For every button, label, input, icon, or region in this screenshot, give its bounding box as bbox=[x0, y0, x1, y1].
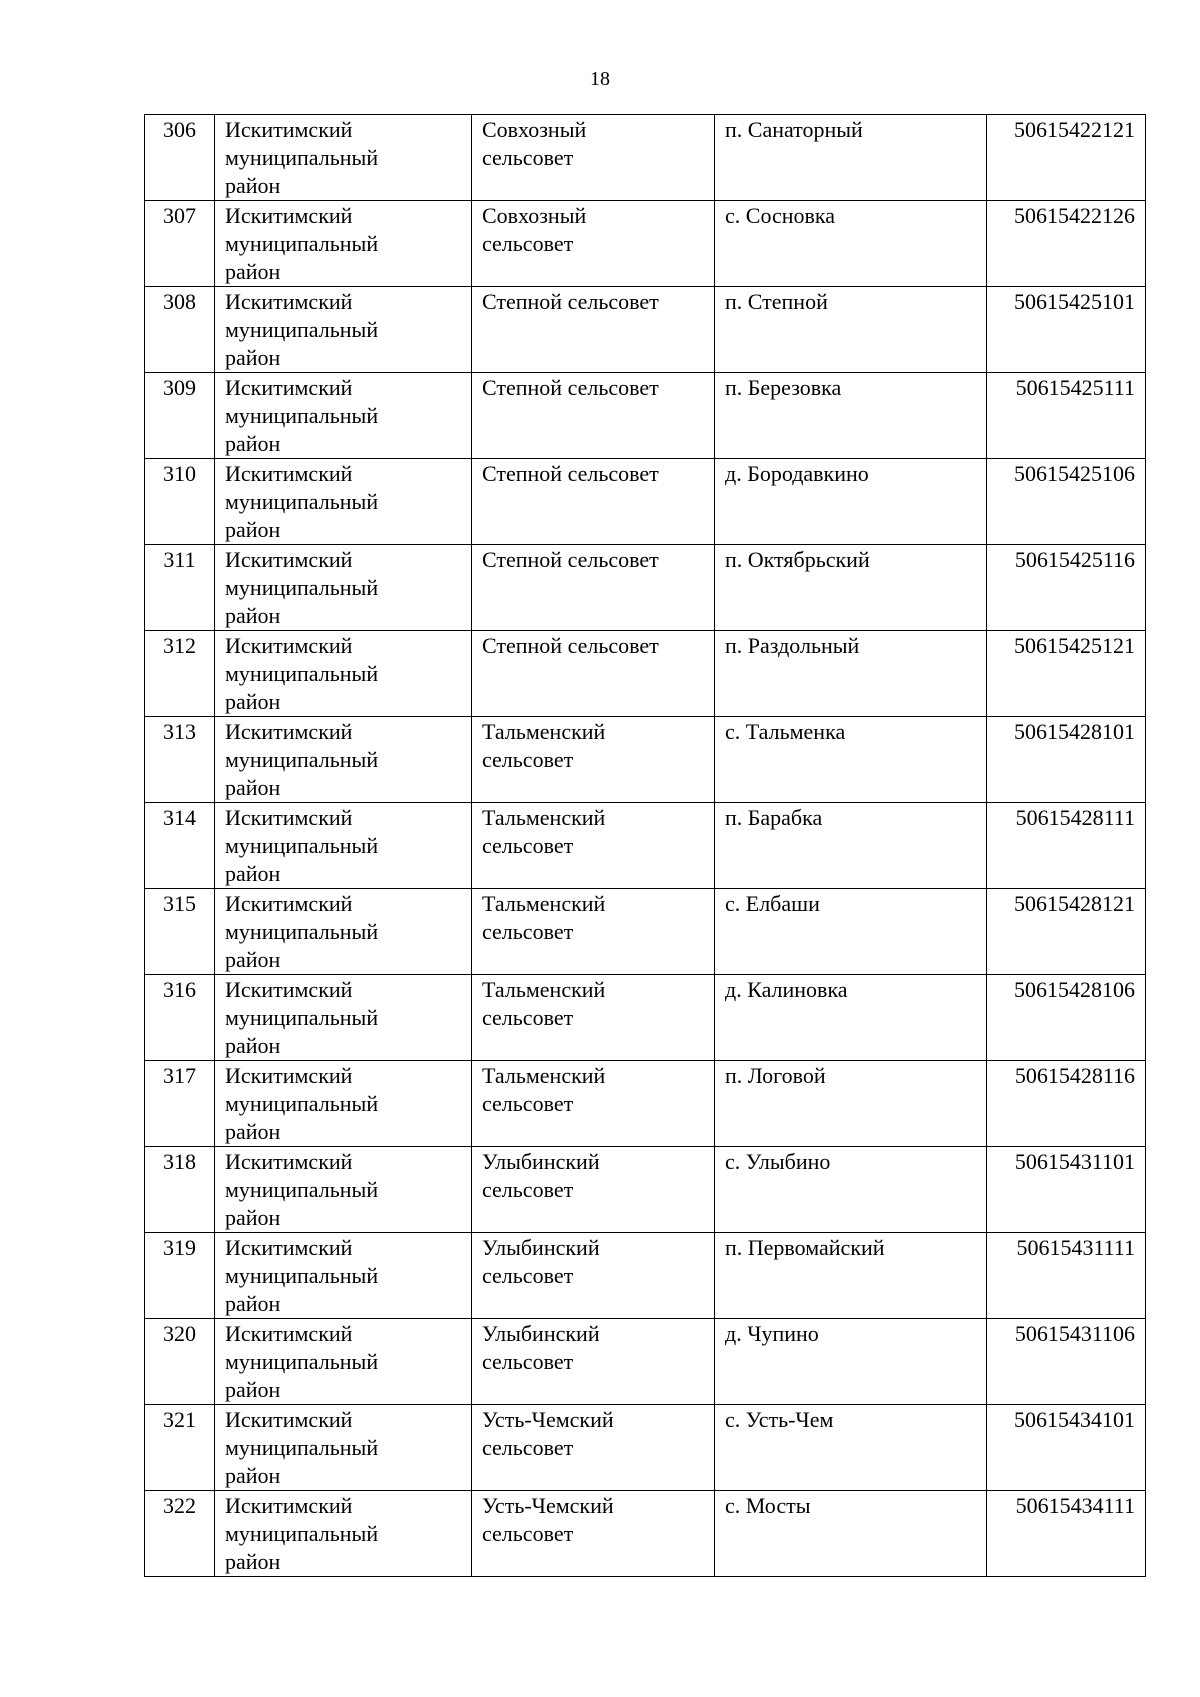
council-text: Степной сельсовет bbox=[482, 547, 659, 572]
district-cell bbox=[215, 459, 472, 545]
oktmo-code: 50615428121 bbox=[1014, 891, 1135, 916]
council-text: сельсовет bbox=[482, 1091, 574, 1116]
district-cell bbox=[215, 631, 472, 717]
district-text: район bbox=[225, 259, 281, 284]
locality-text: д. Бородавкино bbox=[725, 461, 869, 486]
district-text: район bbox=[225, 1377, 281, 1402]
table-row bbox=[145, 287, 1146, 373]
table-row bbox=[145, 717, 1146, 803]
row-number-cell bbox=[145, 115, 215, 201]
council-text: сельсовет bbox=[482, 919, 574, 944]
council-text: Улыбинский bbox=[482, 1149, 600, 1174]
page-number: 18 bbox=[590, 68, 610, 90]
district-text: Искитимский bbox=[225, 375, 353, 400]
council-cell bbox=[472, 1405, 715, 1491]
code-cell bbox=[987, 201, 1146, 287]
district-text: муниципальный bbox=[225, 403, 379, 428]
council-text: Тальменский bbox=[482, 1063, 606, 1088]
council-text: Степной сельсовет bbox=[482, 633, 659, 658]
district-text: Искитимский bbox=[225, 1149, 353, 1174]
locality-cell bbox=[715, 201, 987, 287]
council-text: Совхозный bbox=[482, 203, 587, 228]
district-cell bbox=[215, 1233, 472, 1319]
district-text: муниципальный bbox=[225, 1177, 379, 1202]
locality-text: с. Улыбино bbox=[725, 1149, 831, 1174]
district-text: Искитимский bbox=[225, 289, 353, 314]
district-text: Искитимский bbox=[225, 547, 353, 572]
district-cell bbox=[215, 1491, 472, 1577]
table-row bbox=[145, 1405, 1146, 1491]
code-cell bbox=[987, 717, 1146, 803]
locality-text: с. Тальменка bbox=[725, 719, 846, 744]
locality-cell bbox=[715, 1319, 987, 1405]
council-text: Степной сельсовет bbox=[482, 375, 659, 400]
district-text: Искитимский bbox=[225, 1321, 353, 1346]
row-number: 308 bbox=[163, 289, 196, 314]
council-cell bbox=[472, 631, 715, 717]
district-cell bbox=[215, 373, 472, 459]
locality-cell bbox=[715, 1405, 987, 1491]
district-text: Искитимский bbox=[225, 1235, 353, 1260]
council-cell bbox=[472, 459, 715, 545]
district-text: Искитимский bbox=[225, 117, 353, 142]
code-cell bbox=[987, 373, 1146, 459]
district-text: Искитимский bbox=[225, 1063, 353, 1088]
council-cell bbox=[472, 1147, 715, 1233]
district-text: Искитимский bbox=[225, 891, 353, 916]
row-number-cell bbox=[145, 201, 215, 287]
district-text: район bbox=[225, 431, 281, 456]
district-text: Искитимский bbox=[225, 719, 353, 744]
locality-text: п. Логовой bbox=[725, 1063, 826, 1088]
oktmo-code: 50615422126 bbox=[1014, 203, 1135, 228]
row-number: 318 bbox=[163, 1149, 196, 1174]
district-text: район bbox=[225, 517, 281, 542]
locality-text: п. Первомайский bbox=[725, 1235, 885, 1260]
code-cell bbox=[987, 1147, 1146, 1233]
district-text: район bbox=[225, 947, 281, 972]
locality-text: п. Степной bbox=[725, 289, 828, 314]
locality-cell bbox=[715, 1233, 987, 1319]
row-number: 315 bbox=[163, 891, 196, 916]
council-cell bbox=[472, 373, 715, 459]
row-number-cell bbox=[145, 1405, 215, 1491]
district-text: муниципальный bbox=[225, 1435, 379, 1460]
oktmo-code: 50615431106 bbox=[1014, 1321, 1135, 1346]
district-text: муниципальный bbox=[225, 661, 379, 686]
district-text: муниципальный bbox=[225, 833, 379, 858]
code-cell bbox=[987, 459, 1146, 545]
locality-text: п. Октябрьский bbox=[725, 547, 870, 572]
row-number-cell bbox=[145, 803, 215, 889]
district-cell bbox=[215, 1319, 472, 1405]
code-cell bbox=[987, 545, 1146, 631]
oktmo-code: 50615425106 bbox=[1014, 461, 1135, 486]
district-cell bbox=[215, 1405, 472, 1491]
district-text: район bbox=[225, 1033, 281, 1058]
council-text: Улыбинский bbox=[482, 1321, 600, 1346]
district-text: Искитимский bbox=[225, 461, 353, 486]
district-text: Искитимский bbox=[225, 633, 353, 658]
table-row bbox=[145, 115, 1146, 201]
district-text: район bbox=[225, 1463, 281, 1488]
district-text: муниципальный bbox=[225, 145, 379, 170]
council-text: сельсовет bbox=[482, 1521, 574, 1546]
code-cell bbox=[987, 115, 1146, 201]
locality-cell bbox=[715, 889, 987, 975]
locality-cell bbox=[715, 115, 987, 201]
council-cell bbox=[472, 1491, 715, 1577]
row-number: 311 bbox=[163, 547, 196, 572]
council-cell bbox=[472, 1319, 715, 1405]
council-text: Степной сельсовет bbox=[482, 289, 659, 314]
oktmo-code: 50615434101 bbox=[1014, 1407, 1135, 1432]
council-text: Тальменский bbox=[482, 805, 606, 830]
row-number-cell bbox=[145, 1061, 215, 1147]
row-number: 322 bbox=[163, 1493, 196, 1518]
code-cell bbox=[987, 1319, 1146, 1405]
row-number-cell bbox=[145, 459, 215, 545]
district-cell bbox=[215, 717, 472, 803]
council-text: сельсовет bbox=[482, 1263, 574, 1288]
district-text: район bbox=[225, 1205, 281, 1230]
code-cell bbox=[987, 1061, 1146, 1147]
table-body bbox=[145, 115, 1146, 1577]
district-text: район bbox=[225, 1119, 281, 1144]
row-number: 313 bbox=[163, 719, 196, 744]
locality-cell bbox=[715, 545, 987, 631]
row-number-cell bbox=[145, 545, 215, 631]
district-text: муниципальный bbox=[225, 1005, 379, 1030]
row-number-cell bbox=[145, 1233, 215, 1319]
code-cell bbox=[987, 631, 1146, 717]
row-number: 316 bbox=[163, 977, 196, 1002]
locality-cell bbox=[715, 717, 987, 803]
council-cell bbox=[472, 287, 715, 373]
district-cell bbox=[215, 889, 472, 975]
oktmo-code: 50615431101 bbox=[1014, 1149, 1135, 1174]
district-text: район bbox=[225, 775, 281, 800]
table-row bbox=[145, 1147, 1146, 1233]
row-number: 321 bbox=[163, 1407, 196, 1432]
locality-cell bbox=[715, 1061, 987, 1147]
council-text: Улыбинский bbox=[482, 1235, 600, 1260]
code-cell bbox=[987, 803, 1146, 889]
council-cell bbox=[472, 1233, 715, 1319]
council-text: сельсовет bbox=[482, 747, 574, 772]
district-cell bbox=[215, 115, 472, 201]
locality-text: п. Барабка bbox=[725, 805, 823, 830]
district-cell bbox=[215, 1147, 472, 1233]
locality-cell bbox=[715, 459, 987, 545]
locality-text: с. Мосты bbox=[725, 1493, 811, 1518]
oktmo-code: 50615428101 bbox=[1014, 719, 1135, 744]
council-text: Тальменский bbox=[482, 977, 606, 1002]
table-row bbox=[145, 975, 1146, 1061]
council-text: Усть-Чемский bbox=[482, 1493, 614, 1518]
locality-text: д. Чупино bbox=[725, 1321, 819, 1346]
code-cell bbox=[987, 1405, 1146, 1491]
council-cell bbox=[472, 717, 715, 803]
district-text: район bbox=[225, 345, 281, 370]
row-number: 309 bbox=[163, 375, 196, 400]
oktmo-code: 50615431111 bbox=[1016, 1235, 1135, 1260]
council-text: Тальменский bbox=[482, 719, 606, 744]
table-row bbox=[145, 459, 1146, 545]
locality-cell bbox=[715, 631, 987, 717]
row-number-cell bbox=[145, 1147, 215, 1233]
row-number: 306 bbox=[163, 117, 196, 142]
locality-text: с. Сосновка bbox=[725, 203, 836, 228]
locality-cell bbox=[715, 1147, 987, 1233]
table-row bbox=[145, 631, 1146, 717]
council-cell bbox=[472, 803, 715, 889]
row-number-cell bbox=[145, 373, 215, 459]
row-number-cell bbox=[145, 889, 215, 975]
council-cell bbox=[472, 975, 715, 1061]
row-number: 310 bbox=[163, 461, 196, 486]
council-text: сельсовет bbox=[482, 1177, 574, 1202]
locality-cell bbox=[715, 373, 987, 459]
code-cell bbox=[987, 1233, 1146, 1319]
locality-text: д. Калиновка bbox=[725, 977, 848, 1002]
locality-cell bbox=[715, 1491, 987, 1577]
locality-text: с. Усть-Чем bbox=[725, 1407, 834, 1432]
code-cell bbox=[987, 975, 1146, 1061]
table-row bbox=[145, 1491, 1146, 1577]
district-cell bbox=[215, 545, 472, 631]
row-number-cell bbox=[145, 287, 215, 373]
district-text: район bbox=[225, 603, 281, 628]
table-row bbox=[145, 1233, 1146, 1319]
district-text: район bbox=[225, 1291, 281, 1316]
district-text: муниципальный bbox=[225, 231, 379, 256]
district-text: муниципальный bbox=[225, 575, 379, 600]
council-cell bbox=[472, 1061, 715, 1147]
table-row bbox=[145, 1319, 1146, 1405]
district-text: муниципальный bbox=[225, 1263, 379, 1288]
council-text: сельсовет bbox=[482, 833, 574, 858]
council-text: Совхозный bbox=[482, 117, 587, 142]
council-text: сельсовет bbox=[482, 1435, 574, 1460]
oktmo-code: 50615428116 bbox=[1014, 1063, 1135, 1088]
district-cell bbox=[215, 975, 472, 1061]
row-number-cell bbox=[145, 1491, 215, 1577]
oktmo-code: 50615428106 bbox=[1014, 977, 1135, 1002]
district-text: Искитимский bbox=[225, 1493, 353, 1518]
oktmo-code: 50615425101 bbox=[1014, 289, 1135, 314]
locality-text: п. Березовка bbox=[725, 375, 842, 400]
council-text: Усть-Чемский bbox=[482, 1407, 614, 1432]
row-number: 319 bbox=[163, 1235, 196, 1260]
code-cell bbox=[987, 889, 1146, 975]
district-text: муниципальный bbox=[225, 1349, 379, 1374]
row-number-cell bbox=[145, 717, 215, 803]
row-number-cell bbox=[145, 1319, 215, 1405]
council-text: сельсовет bbox=[482, 1005, 574, 1030]
district-text: Искитимский bbox=[225, 1407, 353, 1432]
district-text: район bbox=[225, 689, 281, 714]
locality-cell bbox=[715, 803, 987, 889]
table-row bbox=[145, 545, 1146, 631]
council-cell bbox=[472, 115, 715, 201]
settlements-table bbox=[144, 114, 1146, 1577]
row-number: 314 bbox=[163, 805, 196, 830]
council-text: Тальменский bbox=[482, 891, 606, 916]
oktmo-code: 50615425116 bbox=[1014, 547, 1135, 572]
table-row bbox=[145, 1061, 1146, 1147]
council-text: Степной сельсовет bbox=[482, 461, 659, 486]
council-text: сельсовет bbox=[482, 1349, 574, 1374]
table-row bbox=[145, 889, 1146, 975]
district-text: муниципальный bbox=[225, 489, 379, 514]
district-text: муниципальный bbox=[225, 747, 379, 772]
district-text: район bbox=[225, 861, 281, 886]
council-text: сельсовет bbox=[482, 231, 574, 256]
table-row bbox=[145, 803, 1146, 889]
council-cell bbox=[472, 889, 715, 975]
table-row bbox=[145, 373, 1146, 459]
district-text: муниципальный bbox=[225, 1521, 379, 1546]
locality-text: с. Елбаши bbox=[725, 891, 820, 916]
council-cell bbox=[472, 201, 715, 287]
oktmo-code: 50615422121 bbox=[1014, 117, 1135, 142]
district-cell bbox=[215, 287, 472, 373]
oktmo-code: 50615425121 bbox=[1014, 633, 1135, 658]
district-cell bbox=[215, 803, 472, 889]
code-cell bbox=[987, 1491, 1146, 1577]
district-text: муниципальный bbox=[225, 919, 379, 944]
district-cell bbox=[215, 201, 472, 287]
oktmo-code: 50615425111 bbox=[1015, 375, 1135, 400]
row-number: 312 bbox=[163, 633, 196, 658]
row-number: 320 bbox=[163, 1321, 196, 1346]
row-number-cell bbox=[145, 975, 215, 1061]
oktmo-code: 50615434111 bbox=[1015, 1493, 1135, 1518]
district-text: Искитимский bbox=[225, 203, 353, 228]
district-text: район bbox=[225, 1549, 281, 1574]
district-text: район bbox=[225, 173, 281, 198]
district-text: Искитимский bbox=[225, 977, 353, 1002]
district-text: Искитимский bbox=[225, 805, 353, 830]
oktmo-code: 50615428111 bbox=[1015, 805, 1135, 830]
table-row bbox=[145, 201, 1146, 287]
district-text: муниципальный bbox=[225, 317, 379, 342]
council-cell bbox=[472, 545, 715, 631]
locality-text: п. Санаторный bbox=[725, 117, 863, 142]
council-text: сельсовет bbox=[482, 145, 574, 170]
locality-cell bbox=[715, 975, 987, 1061]
district-cell bbox=[215, 1061, 472, 1147]
district-text: муниципальный bbox=[225, 1091, 379, 1116]
locality-cell bbox=[715, 287, 987, 373]
row-number: 317 bbox=[163, 1063, 196, 1088]
locality-text: п. Раздольный bbox=[725, 633, 860, 658]
code-cell bbox=[987, 287, 1146, 373]
row-number-cell bbox=[145, 631, 215, 717]
row-number: 307 bbox=[163, 203, 196, 228]
